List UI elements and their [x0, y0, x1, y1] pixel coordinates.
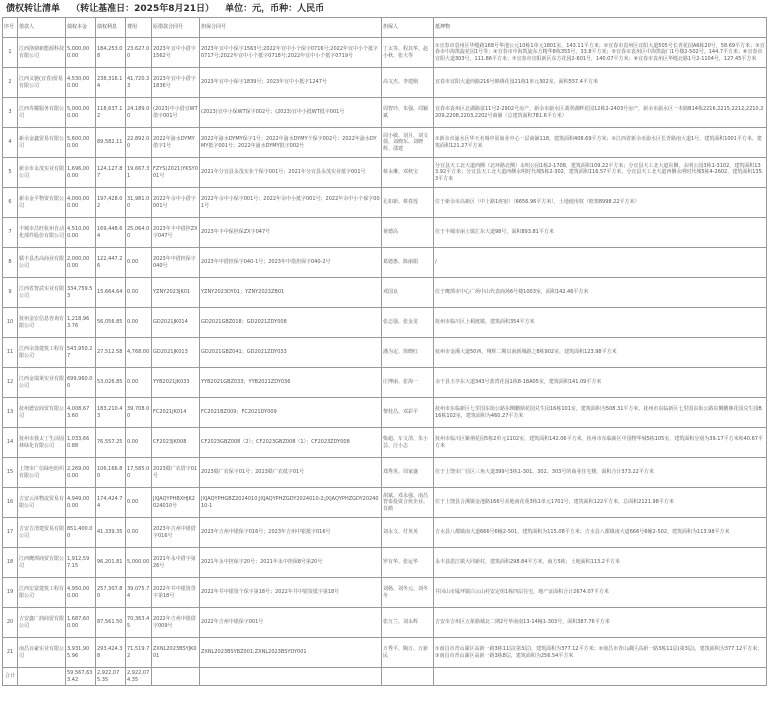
- cell-borrower: 新余金鑫贸易有限公司: [18, 128, 66, 158]
- cell-borrower: 新余市永茂实业有限公司: [18, 158, 66, 188]
- cell-principal: 543,950.27: [66, 338, 96, 368]
- table-body: [3, 38, 767, 668]
- cell-principal: 1,696,000.00: [66, 158, 96, 188]
- cell-interest: 27,512.58: [96, 338, 126, 368]
- cell-collateral: 抚州市东临新区七里国东街公路东侧鹏鼎花园兑生园16栋101室，建筑面积为508.31平方米，抚州市东临新区七里国东街公路东侧鹏鼎花园兑生园B16栋102室，建筑面积为460.27平方米: [434, 398, 767, 428]
- table-row: [3, 98, 767, 128]
- cell-interest: 174,424.74: [96, 488, 126, 518]
- cell-interest: 169,448.64: [96, 218, 126, 248]
- table-row: [3, 308, 767, 338]
- total-label: 合计: [3, 668, 18, 686]
- cell-interest: 184,253.08: [96, 38, 126, 68]
- cell-borrower: 江西鹰潭商贸有限公司: [18, 548, 66, 578]
- cell-guarantor: 周智玲、朱强、周颖斌: [382, 98, 434, 128]
- cell-borrower: 上饶市广信绿色纺织有限公司: [18, 458, 66, 488]
- cell-borrower: 抚州金宏信息咨询有限公司: [18, 308, 66, 338]
- cell-guarantee: CF2023GBZ008（2）；CF2023GBZ008（1）；CF2023ZDY008: [200, 428, 382, 458]
- cell-collateral: 分宜县天工北大道西侧（北环路北侧）永明公园1栋2-1708，建筑面积109.22平方米；分宜县天工北大道东侧，永明公园3栋1-3102，建筑面积133.92平方米；分宜县天工北大道西侧永明时代城5栋2-302，建筑面积116.57平方米，分宜县天工北大道西侧永明时代城5栋4-2602，建筑面积135.3平方米: [434, 158, 767, 188]
- table-row: [3, 248, 767, 278]
- cell-no: 8: [3, 248, 18, 278]
- cell-no: 11: [3, 338, 18, 368]
- cell-guarantee: 2023年宜中小保字1563号;2022年宜中小个保字0716号;2022年宜中小个抵字0717号;2022年宜中小个抵字0718号;2022年宜中小个抵字0719号: [200, 38, 382, 68]
- cell-no: 15: [3, 458, 18, 488]
- cell-contract: CF2023JK008: [152, 428, 200, 458]
- cell-no: 9: [3, 278, 18, 308]
- cell-borrower: 赣丰县杰高商业有限公司: [18, 248, 66, 278]
- cell-contract: JXJAQYPHBXHJK2024010号: [152, 488, 200, 518]
- cell-interest: 96,201.81: [96, 548, 126, 578]
- cell-borrower: 江西金瑞莱实业有限公司: [18, 368, 66, 398]
- cell-principal: 1,687,600.00: [66, 608, 96, 638]
- cell-collateral: 位于新余市高新区（中上路1座宿）（6656.96平方米），土地使用权（框架8998.22平方米）: [434, 188, 767, 218]
- cell-fee: 0.00: [126, 278, 152, 308]
- cell-contract: FZYS(2021)YKSY001号: [152, 158, 200, 188]
- cell-interest: 118,637.12: [96, 98, 126, 128]
- table-row: [3, 488, 767, 518]
- cell-borrower: 江西宏富建筑工程有限公司: [18, 578, 66, 608]
- cell-interest: 76,557.25: [96, 428, 126, 458]
- table-row: [3, 68, 767, 98]
- cell-guarantor: 蔡永琳、邓秋宝: [382, 158, 434, 188]
- table-row: [3, 128, 767, 158]
- cell-guarantee: YZNY2023DY01；YZNY2023ZB01: [200, 278, 382, 308]
- table-row: [3, 188, 767, 218]
- cell-fee: 19,667.31: [126, 158, 152, 188]
- cell-principal: 3,931,905.96: [66, 638, 96, 668]
- header-guarantor: 担保人: [382, 18, 434, 38]
- cell-interest: 56,056.85: [96, 308, 126, 338]
- cell-guarantor: 孔如新、蔡春莲: [382, 188, 434, 218]
- cell-guarantor: 黎桂昌、邓彩平: [382, 398, 434, 428]
- cell-principal: 699,960.00: [66, 368, 96, 398]
- cell-principal: 4,950,000.00: [66, 578, 96, 608]
- cell-guarantee: 2022年渝水DYMY保字1号；2022年渝水DYMY个保字002号；2022年渝水DYMY抵字001号；2022年渝水DYMY抵字002号: [200, 128, 382, 158]
- cell-borrower: 江西省智武实业有限公司: [18, 278, 66, 308]
- cell-principal: 4,000,000.00: [66, 188, 96, 218]
- cell-no: 20: [3, 608, 18, 638]
- cell-borrower: 吉安鑫广润商贸有限公司: [18, 608, 66, 638]
- cell-fee: 0.00: [126, 308, 152, 338]
- cell-no: 19: [3, 578, 18, 608]
- total-interest: 2,922,075.35: [96, 668, 126, 686]
- cell-principal: 5,600,000.00: [66, 128, 96, 158]
- cell-contract: 2023年中借担保字040号: [152, 248, 200, 278]
- cell-fee: 39,075.74: [126, 578, 152, 608]
- cell-contract: 2023赣广农借字01号: [152, 458, 200, 488]
- cell-no: 6: [3, 188, 18, 218]
- cell-collateral: ①宜春市袁州区华缝路168号华池公元10栋1单元1801室，143.11平方米；②宜春市袁州区宜阳大道505号长青花园A6栋20号，58.69平方米；③宜春市中海凯旋花园1号等；④宜春市中海凯旋东方精华8栋355号，33.8平方米；⑤宜春市袁州区中海凯旋门1号楼2-502号，144.7平方米；⑥宜春市宜阳大道303号，111.86平方米；⑦宜春市宜阳新区东方花园2-601号，140.07平方米；⑧宜春市袁州区华缝北路1号2-1104号，127.45平方米: [434, 38, 767, 68]
- table-row: [3, 608, 767, 638]
- cell-contract: 2021年永中借字第26号: [152, 548, 200, 578]
- table-row: [3, 638, 767, 668]
- table-row: [3, 428, 767, 458]
- cell-collateral: 井冈山市厦坪镇白云山村安定组1栋四层住宅，地产证面积合计2674.07平方米: [434, 578, 767, 608]
- total-guarantor-cell: [382, 668, 434, 686]
- table-row: [3, 518, 767, 548]
- cell-collateral: ①南昌市青山湖区高新一路3栋11层(第3层)，建筑面积为377.12平方米；②南昌市青山湖区高新一路3栋11层(第3层)，建筑面积为377.12平方米；③南昌市青山湖区高新一路3栋8层，建筑面积为256.54平方米: [434, 638, 767, 668]
- cell-contract: 2022年吉州中银借字009号: [152, 608, 200, 638]
- table-row: [3, 278, 767, 308]
- cell-guarantor: 黄德高: [382, 218, 434, 248]
- header-collateral: 抵押物: [434, 18, 767, 38]
- cell-guarantee: GD2021GBZ018；GD2021ZDY008: [200, 308, 382, 338]
- cell-no: 1: [3, 38, 18, 68]
- cell-interest: 238,316.14: [96, 68, 126, 98]
- cell-collateral: 抚州市临川区紫荆花园5栋2单元1102室，建筑面积142.06平方米，抚州市东临新区中国物华城5栋105室，建筑面积分别为39.17平方米和40.67平方米: [434, 428, 767, 458]
- cell-guarantor: 郑秀英、周家盛: [382, 458, 434, 488]
- cell-no: 10: [3, 308, 18, 338]
- total-principal: 59,567,633.42: [66, 668, 96, 686]
- cell-guarantor: 葛德惠、陈丽娟: [382, 248, 434, 278]
- cell-guarantor: 刘永文、付英英: [382, 518, 434, 548]
- cell-guarantee: ZXNL2023BSYBZ001;ZXNL2023BSYDY001: [200, 638, 382, 668]
- cell-contract: (2023)中小借宜WT借字001号: [152, 98, 200, 128]
- header-no: 序号: [3, 18, 18, 38]
- cell-guarantee: 2023年吉州中银保字016号；2023年吉州中银抵字016号: [200, 518, 382, 548]
- header-principal: 债权本金: [66, 18, 96, 38]
- cell-guarantor: 张志强、张金龙: [382, 308, 434, 338]
- cell-guarantor: 周小敏、刘月、刘文倩、刘晓东、刘晓辉、邵建: [382, 128, 434, 158]
- cell-contract: YZNY2023JK01: [152, 278, 200, 308]
- title-base-date: （转让基准日：2025年8月21日）: [71, 4, 214, 14]
- cell-collateral: 位于上饶市广信区三角大道399号3栋1-301、302、303号的商业住宅楼，面积合计373.22平方米: [434, 458, 767, 488]
- total-collateral-cell: [434, 668, 767, 686]
- cell-principal: 5,000,000.00: [66, 38, 96, 68]
- cell-guarantee: FC2021BZ009；FC2021DY009: [200, 398, 382, 428]
- cell-no: 7: [3, 218, 18, 248]
- cell-guarantee: 2021年分宜县永茂实业个保字001号；2021年分宜县永茂实业抵字001号: [200, 158, 382, 188]
- cell-interest: 183,210.43: [96, 398, 126, 428]
- cell-guarantee: 2023年宜中小保字1839号；2023年宜中小抵字1247号: [200, 68, 382, 98]
- cell-collateral: 余干县玉亭东大道343号蓝湾花园1栋8-18A05室，建筑面积141.09平方米: [434, 368, 767, 398]
- cell-fee: 0.00: [126, 368, 152, 398]
- cell-interest: 257,307.80: [96, 578, 126, 608]
- cell-interest: 15,664.64: [96, 278, 126, 308]
- cell-contract: 2022年井中银资贷字第18号: [152, 578, 200, 608]
- cell-interest: 293,424.38: [96, 638, 126, 668]
- cell-collateral: 吉水县八都镇南大道666号6幢2-501，建筑面积为115.08平方米；吉水县八都镇南大道666号6幢2-502，建筑面积为113.98平方米: [434, 518, 767, 548]
- cell-borrower: 抚州德安商贸有限公司: [18, 398, 66, 428]
- cell-guarantor: 刘杨、刘冬元、刘冬冬: [382, 578, 434, 608]
- header-interest: 债权利息: [96, 18, 126, 38]
- cell-borrower: 新余金平物资有限公司: [18, 188, 66, 218]
- cell-no: 17: [3, 518, 18, 548]
- cell-no: 5: [3, 158, 18, 188]
- cell-collateral: 宜春市宜阳大道西路216号锦绣花园21栋1单元302室，面积557.4平方米: [434, 68, 767, 98]
- cell-borrower: 吉安云沐物流贸易有限公司: [18, 488, 66, 518]
- cell-fee: 0.00: [126, 518, 152, 548]
- cell-fee: 31,981.00: [126, 188, 152, 218]
- title-main: 债权转让清单: [6, 4, 61, 14]
- cell-interest: 87,561.50: [96, 608, 126, 638]
- cell-principal: 2,000,000.00: [66, 248, 96, 278]
- cell-interest: 53,026.85: [96, 368, 126, 398]
- cell-guarantee: 2023年丰中保担保ZX字047号: [200, 218, 382, 248]
- cell-interest: 124,127.87: [96, 158, 126, 188]
- cell-borrower: 江西义驰(宜春)贸易有限公司: [18, 68, 66, 98]
- cell-fee: 17,585.00: [126, 458, 152, 488]
- cell-fee: 39,708.00: [126, 398, 152, 428]
- cell-fee: 23,627.00: [126, 38, 152, 68]
- cell-guarantor: 邓国良: [382, 278, 434, 308]
- debt-transfer-table: [2, 17, 767, 686]
- cell-contract: 2022年渝水DYMY借字1号: [152, 128, 200, 158]
- cell-borrower: 吉安吉清建贸易有限公司: [18, 518, 66, 548]
- cell-principal: 4,510,000.00: [66, 218, 96, 248]
- cell-principal: 851,400.00: [66, 518, 96, 548]
- table-row: [3, 338, 767, 368]
- cell-fee: 25,064.00: [126, 218, 152, 248]
- header-contract: 原借款合同号: [152, 18, 200, 38]
- cell-contract: GD2021JK013: [152, 338, 200, 368]
- cell-principal: 334,759.53: [66, 278, 96, 308]
- cell-contract: GD2021JK014: [152, 308, 200, 338]
- cell-principal: 2,269,000.00: [66, 458, 96, 488]
- cell-fee: 0.00: [126, 488, 152, 518]
- cell-fee: 71,519.72: [126, 638, 152, 668]
- cell-contract: 2023年宜中小借字1562号: [152, 38, 200, 68]
- cell-no: 14: [3, 428, 18, 458]
- cell-borrower: 江西洛鼎新能源科技有限公司: [18, 38, 66, 68]
- table-row: [3, 158, 767, 188]
- cell-contract: ZXNL2023BSYJK001: [152, 638, 200, 668]
- cell-guarantee: (2023)宜中小保WT保字002号；(2023)宜中小抵WT抵字001号: [200, 98, 382, 128]
- cell-collateral: 吉安市吉州区五象路城北二期2号华南南13-14幢1-303号，面积387.76平方米: [434, 608, 767, 638]
- cell-collateral: 位于丰城市丽土镇汇东大道98号，面积893.81平方米: [434, 218, 767, 248]
- cell-collateral: 抚州市金溪大道50西，翔辉二期以南新城路之8栋902室，建筑面积123.98平方米: [434, 338, 767, 368]
- cell-interest: 197,428.02: [96, 188, 126, 218]
- cell-collateral: ①新余市渝水区华天名城中原商业中心一层商铺118，建筑面积408.69平方米；②江西省新余市渝水区长青路南大道1号，建筑面积1001平方米，建筑面积121.27平方米: [434, 128, 767, 158]
- cell-contract: 2023年宜中小借字1836号: [152, 68, 200, 98]
- cell-fee: 22,892.00: [126, 128, 152, 158]
- cell-no: 3: [3, 98, 18, 128]
- cell-no: 12: [3, 368, 18, 398]
- total-guarantee-cell: [200, 668, 382, 686]
- total-borrower-cell: [18, 668, 66, 686]
- cell-fee: 24,189.00: [126, 98, 152, 128]
- cell-no: 4: [3, 128, 18, 158]
- total-fee: 2,922,074.35: [126, 668, 152, 686]
- header-fee: 费用: [126, 18, 152, 38]
- cell-guarantor: 丁太等、程其华、赵小秋、张大等: [382, 38, 434, 68]
- cell-no: 16: [3, 488, 18, 518]
- cell-interest: 122,447.26: [96, 248, 126, 278]
- cell-contract: 2022年余中小借字001号: [152, 188, 200, 218]
- cell-principal: 1,912,597.15: [66, 548, 96, 578]
- cell-collateral: 抚州市临川区上顿渡镇，建筑面积354平方米: [434, 308, 767, 338]
- cell-fee: 5,000.00: [126, 548, 152, 578]
- cell-contract: YYB2021JK033: [152, 368, 200, 398]
- cell-guarantee: 2021年永中担保字20号；2021年永中担保8号第20号: [200, 548, 382, 578]
- cell-borrower: 江西余蒸建筑工程有限公司: [18, 338, 66, 368]
- cell-guarantee: GD2021GBZ041；GD2021ZDY033: [200, 338, 382, 368]
- cell-guarantor: 高文杰、李建刚: [382, 68, 434, 98]
- cell-fee: 4,768.00: [126, 338, 152, 368]
- cell-fee: 0.00: [126, 248, 152, 278]
- cell-principal: 4,949,000.00: [66, 488, 96, 518]
- cell-principal: 4,530,000.00: [66, 68, 96, 98]
- cell-contract: 2023年丰中借担ZX字047号: [152, 218, 200, 248]
- cell-guarantee: 2023赣广农保字01号；2023赣广农抵字01号: [200, 458, 382, 488]
- header-guarantee: 担保合同号: [200, 18, 382, 38]
- cell-interest: 41,339.35: [96, 518, 126, 548]
- cell-principal: 1,218,963.76: [66, 308, 96, 338]
- cell-collateral: /: [434, 248, 767, 278]
- cell-collateral: 位于鹰潭市中心广场中山代表商场6号楼1003室，面积142.46平方米: [434, 278, 767, 308]
- cell-guarantee: 2022年吉州中银保字001号: [200, 608, 382, 638]
- cell-guarantor: 万秀平、陶万、万新民: [382, 638, 434, 668]
- cell-collateral: 永丰县恩江镇大同新村，建筑面积298.84平方米，商方5栋；土地面积113.2平方米: [434, 548, 767, 578]
- cell-principal: 4,008,673.60: [66, 398, 96, 428]
- table-row: [3, 578, 767, 608]
- table-total-row: [3, 668, 767, 686]
- cell-borrower: 江西寿耀服务有限公司: [18, 98, 66, 128]
- table-row: [3, 398, 767, 428]
- cell-fee: 70,363.45: [126, 608, 152, 638]
- header-borrower: 借款人: [18, 18, 66, 38]
- cell-guarantee: JXJAQYPHGBZ2024010;JXJAQYPHZGDY2024010-2;JXJAQYPHZGDY2024010-1: [200, 488, 382, 518]
- document-title: [6, 2, 332, 16]
- cell-borrower: 丰城市昌旺杭州自动化部件股份有限公司: [18, 218, 66, 248]
- total-contract-cell: [152, 668, 200, 686]
- title-unit: 单位：元，币种：人民币: [225, 4, 325, 14]
- cell-guarantee: 2023年中借担保字040-1号；2023年中借担保字040-2号: [200, 248, 382, 278]
- cell-no: 2: [3, 68, 18, 98]
- table-row: [3, 458, 767, 488]
- table-row: [3, 218, 767, 248]
- cell-no: 18: [3, 548, 18, 578]
- cell-principal: 5,000,000.00: [66, 98, 96, 128]
- cell-collateral: 位于上饶县合溪镇金池路166号美地南花苑3栋1单元1701号，建筑面积122平方米，总面积2121.98平方米: [434, 488, 767, 518]
- cell-borrower: 抚州市我太丁生活园林绿化有限公司: [18, 428, 66, 458]
- cell-borrower: 南昌百豪实业有限公司: [18, 638, 66, 668]
- cell-no: 21: [3, 638, 18, 668]
- table-header-row: [3, 18, 767, 38]
- cell-interest: 106,166.80: [96, 458, 126, 488]
- cell-guarantor: 潘为定、徐晓红: [382, 338, 434, 368]
- cell-contract: FC2021JK014: [152, 398, 200, 428]
- cell-fee: 41,720.33: [126, 68, 152, 98]
- cell-guarantor: 庄博丽、张海一: [382, 368, 434, 398]
- table-row: [3, 368, 767, 398]
- table-row: [3, 38, 767, 68]
- cell-guarantor: 罗有华、张运华: [382, 548, 434, 578]
- cell-collateral: 宜春市袁州区北湖路富11号2-2902号房产，新余市渝水区翡翠湖畔花园12栋2-2403号房产，新余市渝水区一本路B14栋2216,2215,2212,2210,2209,2208,2203,2202号商铺（总建筑面积781.6平方米）: [434, 98, 767, 128]
- cell-contract: 2023年吉州中银借字016号: [152, 518, 200, 548]
- table-row: [3, 548, 767, 578]
- cell-no: 13: [3, 398, 18, 428]
- cell-interest: 89,582.11: [96, 128, 126, 158]
- cell-guarantor: 柴超、车文清、朱小芸、汪小志: [382, 428, 434, 458]
- cell-principal: 1,033,660.88: [66, 428, 96, 458]
- cell-fee: 0.00: [126, 428, 152, 458]
- cell-guarantor: 胡斌、邓永强、南昌智泰投资合伙企业、肖鹤: [382, 488, 434, 518]
- cell-guarantee: 2022年余中小保字001号；2022年余中小抵字001号；2022年余中小个保字001号: [200, 188, 382, 218]
- cell-guarantee: YYB2021GBZ033；YYB2021ZDY036: [200, 368, 382, 398]
- cell-guarantee: 2022年井中银资个保字第18号；2022年井中银资抵字第18号: [200, 578, 382, 608]
- cell-guarantor: 张万兰、刘永辉: [382, 608, 434, 638]
